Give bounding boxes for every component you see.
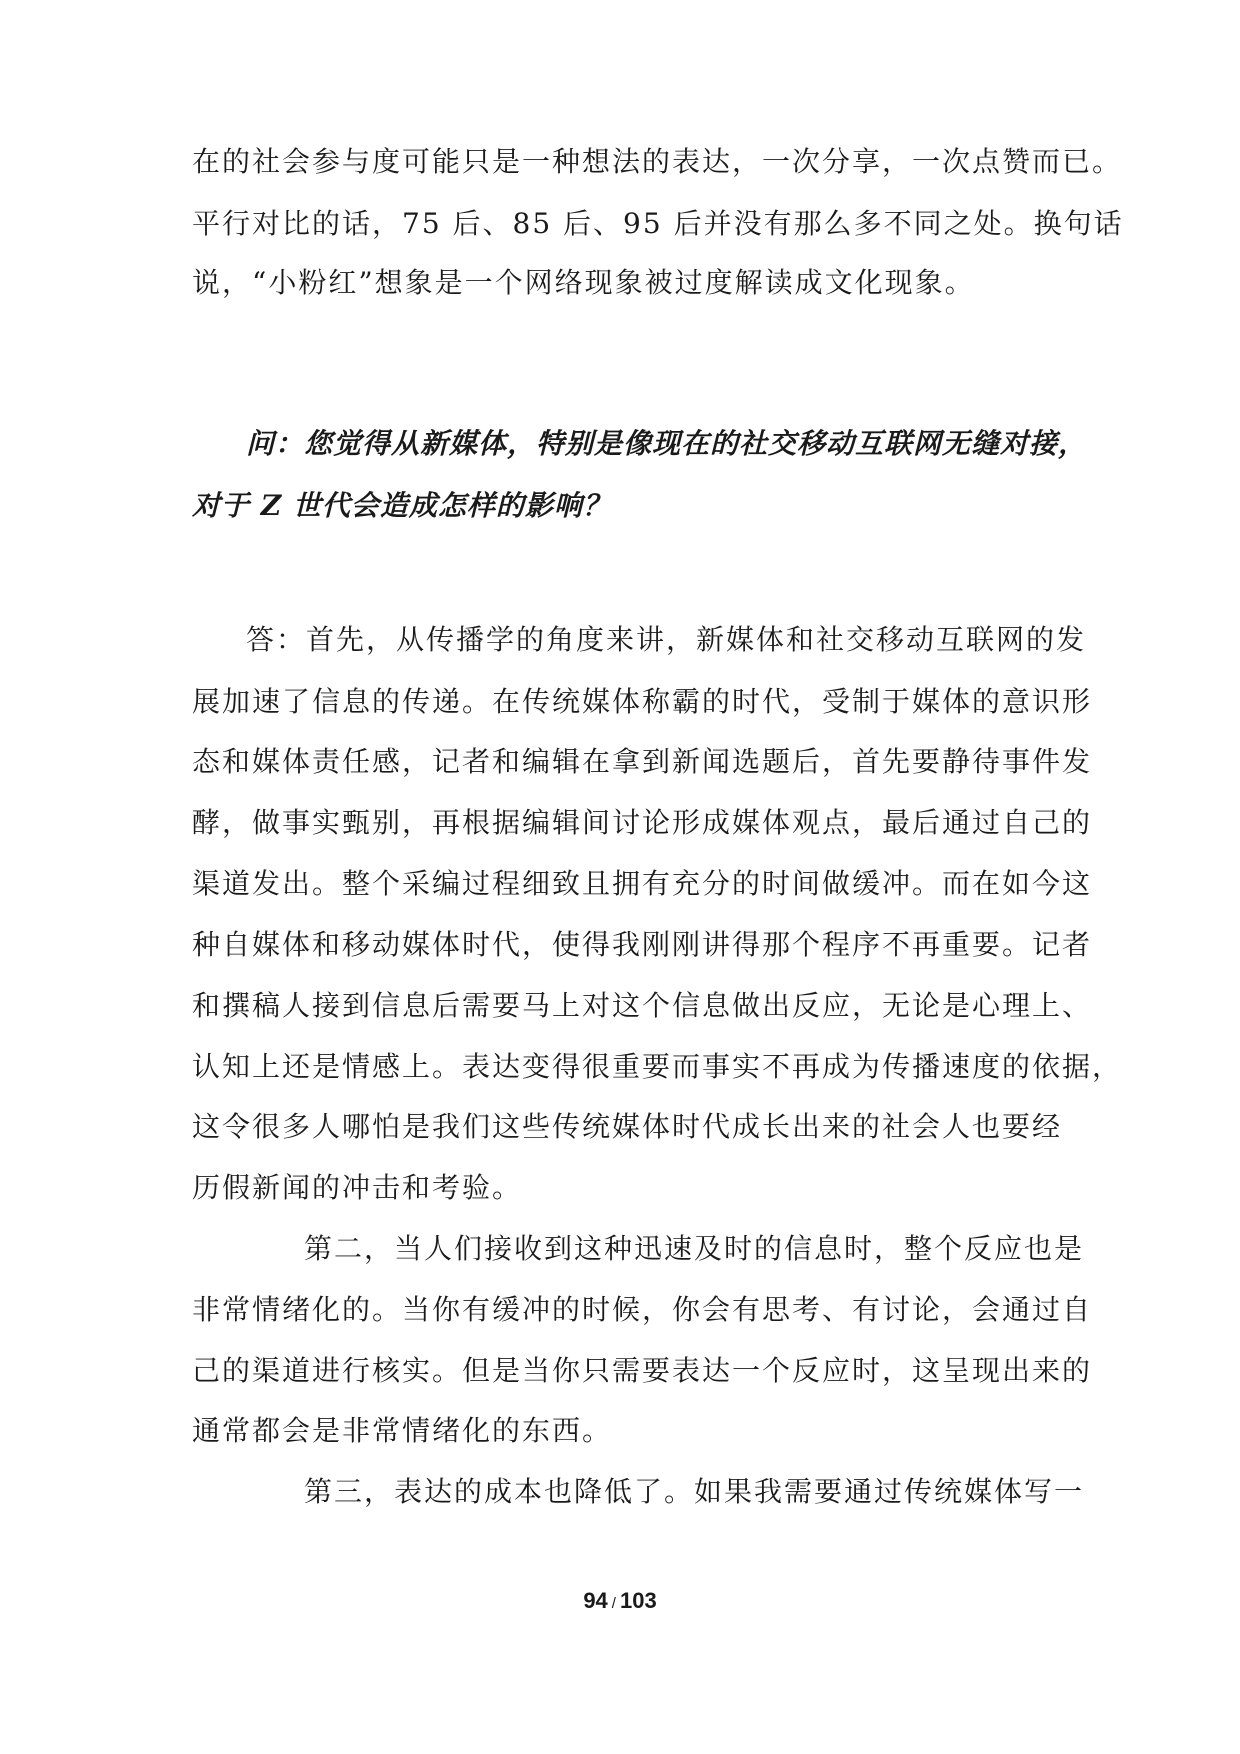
text-line: 在的社会参与度可能只是一种想法的表达，一次分享，一次点赞而已。 [192, 145, 1123, 178]
text-line: 态和媒体责任感，记者和编辑在拿到新闻选题后，首先要静待事件发 [192, 745, 1093, 778]
text-line: 种自媒体和移动媒体时代，使得我刚刚讲得那个程序不再重要。记者 [192, 928, 1093, 961]
text-line: 答：首先，从传播学的角度来讲，新媒体和社交移动互联网的发 [246, 623, 1087, 656]
text-line: 己的渠道进行核实。但是当你只需要表达一个反应时，这呈现出来的 [192, 1354, 1093, 1387]
text-line: 第二，当人们接收到这种迅速及时的信息时，整个反应也是 [304, 1232, 1085, 1265]
text-line: 酵，做事实甄别，再根据编辑间讨论形成媒体观点，最后通过自己的 [192, 806, 1093, 839]
text-line: 说，“小粉红”想象是一个网络现象被过度解读成文化现象。 [192, 266, 975, 299]
total-page-count: 103 [619, 1588, 657, 1613]
text-line: 第三，表达的成本也降低了。如果我需要通过传统媒体写一 [304, 1475, 1085, 1508]
page-number-separator: / [611, 1595, 616, 1612]
text-line: 展加速了信息的传递。在传统媒体称霸的时代，受制于媒体的意识形 [192, 685, 1093, 718]
current-page-number: 94 [583, 1588, 608, 1613]
question-heading-line: 问：您觉得从新媒体，特别是像现在的社交移动互联网无缝对接， [246, 427, 1088, 460]
text-line: 通常都会是非常情绪化的东西。 [192, 1414, 613, 1447]
text-line: 历假新闻的冲击和考验。 [192, 1171, 523, 1204]
page-number [0, 1586, 1240, 1619]
text-line: 平行对比的话，75 后、85 后、95 后并没有那么多不同之处。换句话 [192, 207, 1124, 240]
text-line: 非常情绪化的。当你有缓冲的时候，你会有思考、有讨论，会通过自 [192, 1293, 1093, 1326]
text-line: 渠道发出。整个采编过程细致且拥有充分的时间做缓冲。而在如今这 [192, 867, 1093, 900]
question-heading-line: 对于 Z 世代会造成怎样的影响？ [192, 489, 612, 522]
text-line: 这令很多人哪怕是我们这些传统媒体时代成长出来的社会人也要经 [192, 1110, 1063, 1143]
text-line: 和撰稿人接到信息后需要马上对这个信息做出反应，无论是心理上、 [192, 989, 1093, 1022]
text-line: 认知上还是情感上。表达变得很重要而事实不再成为传播速度的依据， [192, 1050, 1123, 1083]
